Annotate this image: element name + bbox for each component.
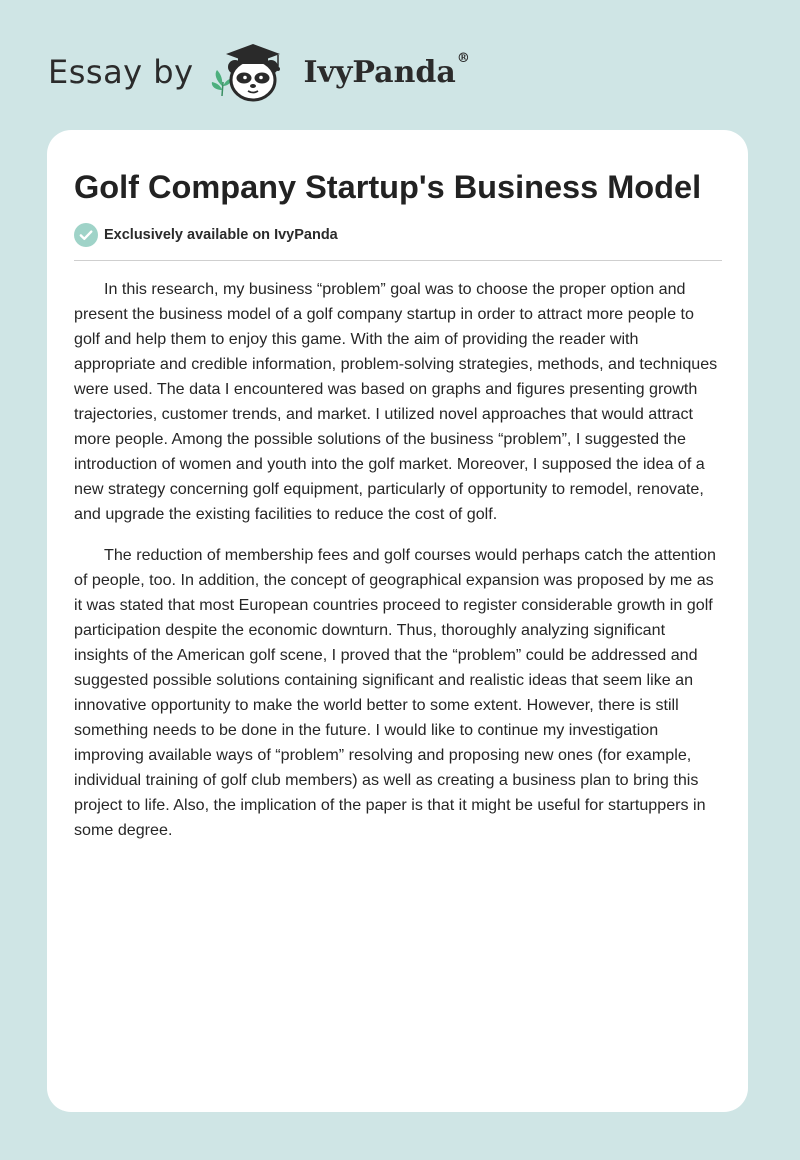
essay-paragraph: In this research, my business “problem” goal was to choose the proper option and present the business model of a golf company startup in order to attract more people to golf and help them to enjoy this game. With the aim of providing the reader with appropriate and credible information, problem-solving strategies, methods, and techniques were used. The data I encountered was based on graphs and figures presenting growth trajectories, customer trends, and market. I utilized novel approaches that would attract more people. Among the possible solutions of the business “problem”, I suggested the introduction of women and youth into the golf market. Moreover, I supposed the idea of a new strategy concerning golf equipment, particularly of opportunity to remodel, renovate, and upgrade the existing facilities to reduce the cost of golf. <box>74 280 718 523</box>
panda-graduate-logo-icon <box>208 34 300 110</box>
essay-by-label: Essay by <box>48 53 194 91</box>
brand-name-text: IvyPanda <box>303 54 456 90</box>
exclusive-badge <box>74 223 722 247</box>
brand-header <box>48 34 470 110</box>
exclusive-badge-text: Exclusively available on IvyPanda <box>104 227 338 243</box>
page-title: Golf Company Startup's Business Model <box>74 169 702 205</box>
essay-paragraph: The reduction of membership fees and golf courses would perhaps catch the attention of people, too. In addition, the concept of geographical expansion was proposed by me as it was stated that most European countries proceed to register considerable growth in golf participation despite the economic downturn. Thus, thoroughly analyzing significant insights of the American golf scene, I proved that the “problem” could be addressed and suggested possible solutions containing significant and realistic ideas that seem like an innovative opportunity to make the world better to some extent. However, there is still something needs to be done in the future. I would like to continue my investigation improving available ways of “problem” resolving and proposing new ones (for example, individual training of golf club members) as well as creating a business plan to bring this project to life. Also, the implication of the paper is that it might be useful for startuppers in some degree. <box>74 546 716 839</box>
registered-mark: ® <box>456 50 470 66</box>
check-circle-icon <box>74 223 98 247</box>
essay-card <box>47 130 748 1112</box>
brand-name <box>303 50 470 90</box>
divider <box>74 260 722 261</box>
